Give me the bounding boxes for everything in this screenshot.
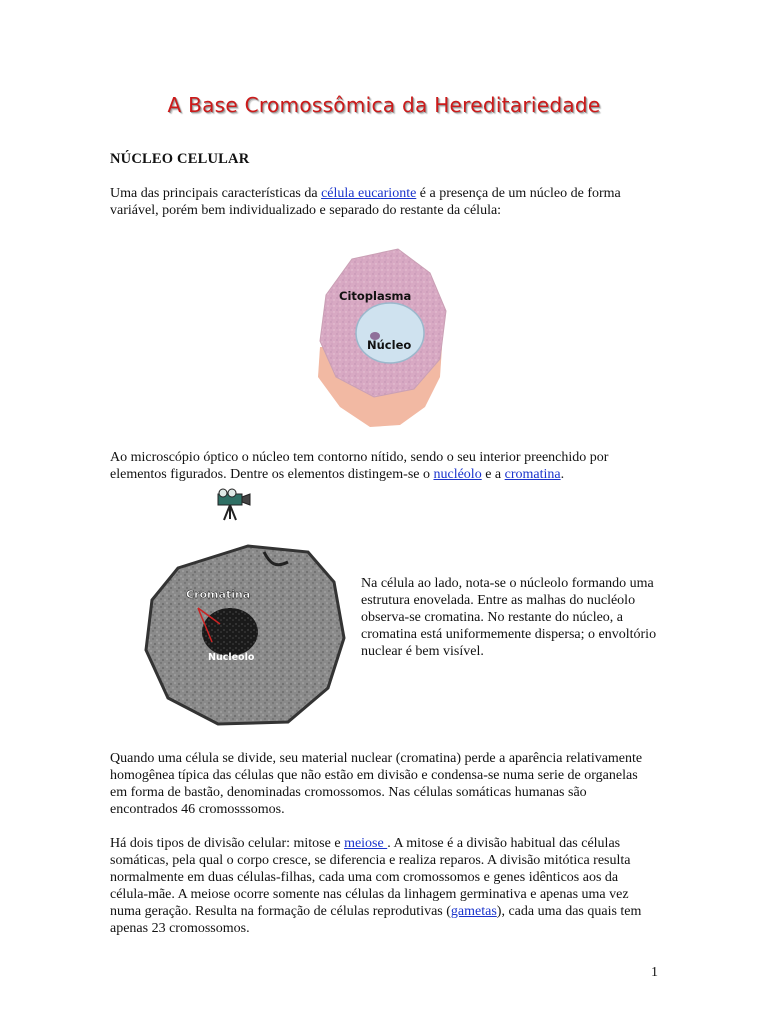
paragraph-intro: Uma das principais características da célula eucarionte é a presença de um núcleo de forma variável, porém bem individualizado e separado do restante da célula: (110, 186, 621, 218)
label-nucleus: Núcleo (367, 338, 412, 352)
section-heading: NÚCLEO CELULAR (110, 151, 250, 167)
page-title: A Base Cromossômica da Hereditariedade (167, 93, 601, 117)
paragraph-division: Quando uma célula se divide, seu material nuclear (cromatina) perde a aparência relativamente homogênea típica das células que não estão em divisão e condensa-se numa serie de organelas em forma de bastão, denominadas cromossomos. Nas células somáticas humanas são encontrados 46 cromosssomos. (110, 751, 643, 817)
link-celula-eucarionte[interactable]: célula eucarionte (321, 186, 417, 201)
micrograph-nucleolus (202, 608, 258, 656)
video-camera-icon[interactable] (214, 488, 254, 522)
label-nucleolus: Nucleolo (208, 652, 255, 663)
paragraph-microscope: Ao microscópio óptico o núcleo tem contorno nítido, sendo o seu interior preenchido por elementos figurados. Dentre os elementos distingem-se o nucléolo e a cromatina. (110, 450, 609, 482)
link-gametas[interactable]: gametas (450, 904, 497, 919)
cell-diagram (300, 237, 468, 433)
label-chromatin: Cromatina (186, 588, 251, 601)
paragraph-figure-caption: Na célula ao lado, nota-se o núcleolo formando uma estrutura enovelada. Entre as malhas do nucléolo observa-se cromatina. No restante do núcleo, a cromatina está uniformemente dispersa; o envoltório nuclear é bem visível. (361, 576, 657, 659)
link-meiose[interactable]: meiose (344, 836, 388, 851)
micrograph (138, 538, 350, 730)
page-number: 1 (651, 965, 658, 980)
link-nucleolo[interactable]: nucléolo (433, 467, 482, 482)
link-cromatina[interactable]: cromatina (504, 467, 561, 482)
paragraph-mitosis-meiosis: Há dois tipos de divisão celular: mitose e meiose . A mitose é a divisão habitual das células somáticas, pela qual o corpo cresce, se diferencia e realiza reparos. A divisão mitótica resulta normalmente em duas células-filhas, cada uma com cromossomos e genes idênticos aos da célula-mãe. A meiose ocorre somente nas células da linhagem germinativa e apenas uma vez numa geração. Resulta na formação de células reprodutivas (gametas), cada uma das quais tem apenas 23 cromossomos. (110, 836, 642, 936)
label-cytoplasm: Citoplasma (339, 289, 412, 303)
cell-nucleus (356, 303, 424, 363)
